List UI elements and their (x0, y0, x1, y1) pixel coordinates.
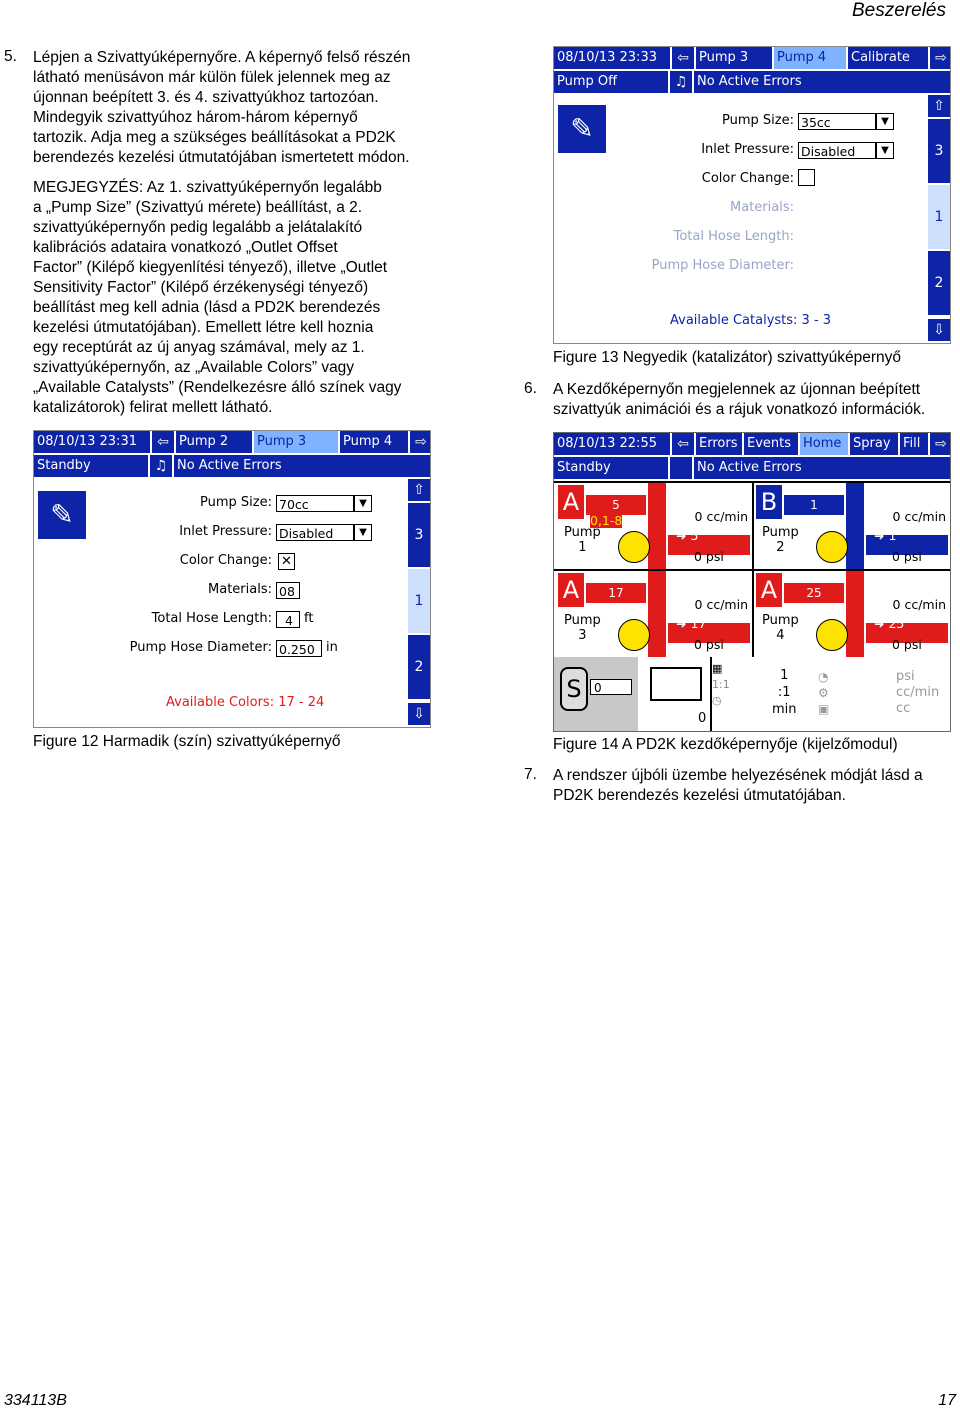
side-tab-2[interactable]: 2 (928, 251, 950, 315)
pump-label: Pump 3 (564, 613, 601, 643)
arrow-left-icon[interactable]: ⇦ (672, 433, 694, 455)
flow-rate: 0 cc/min (694, 509, 748, 524)
inlet-pressure-label: Inlet Pressure: (179, 524, 272, 539)
materials-label: Materials: (730, 200, 794, 215)
side-tab-3[interactable]: 3 (408, 503, 430, 567)
time-display: 08/10/13 23:33 (554, 47, 670, 69)
pump-status-light (618, 531, 650, 563)
note-text: MEGJEGYZÉS: Az 1. szivattyúképernyőn legalább a „Pump Size” (Szivattyú mérete) beállítást, a 2. szivattyúképernyőn pedig legalább a jelátalakító kalibrációs adataira vonatkozó „Outlet Offset Factor” (Kilépő kiegyenlítési tényező), illetve „Outlet Sensitivity Factor” (Kilépő érzékenységi tényező) beállítást meg kell adnia (lásd a PD2K berendezés kezelési útmutatójában). Emellett létre kell hoznia egy receptúrát az új anyag számával, mely az 1. szivattyúképernyőn, az „Available Colors” vagy „Available Catalysts” (Rendelkezésre álló színek vagy katalizátorok) felirat mellett látható. (33, 179, 402, 416)
step-number: 7. (524, 766, 537, 783)
chevron-down-icon[interactable]: ▼ (354, 495, 372, 512)
alarm-bell-icon: ♫ (670, 71, 692, 93)
tab-fill[interactable]: Fill (900, 433, 928, 455)
flow-arrow-value: ➜ 25 (874, 616, 905, 631)
pump-panel[interactable] (556, 483, 752, 569)
arrow-right-icon[interactable]: ⇨ (930, 433, 951, 455)
mixer-icon: ▦ (712, 662, 723, 675)
edit-icon[interactable]: ✎ (38, 491, 86, 539)
available-catalysts: Available Catalysts: 3 - 3 (670, 313, 832, 328)
hose-length-label: Total Hose Length: (673, 229, 794, 244)
inlet-pressure-label: Inlet Pressure: (701, 142, 794, 157)
solvent-tank-icon: S (560, 667, 588, 711)
mode-status: Standby (34, 455, 148, 477)
time-display: 08/10/13 23:31 (34, 431, 150, 453)
panel-divider (752, 569, 951, 571)
scroll-up-icon[interactable]: ⇧ (408, 479, 430, 501)
material-letter: A (558, 573, 584, 607)
gear-icon: ⚙ (818, 686, 829, 700)
unit-labels: psi cc/min cc (896, 669, 940, 716)
page-number: 17 (938, 1392, 956, 1409)
pump-size-label: Pump Size: (200, 495, 272, 510)
status-spacer (670, 457, 692, 479)
fig14-caption: Figure 14 A PD2K kezdőképernyője (kijelzőmodul) (553, 736, 898, 753)
pipe-vertical (846, 571, 864, 657)
arrow-left-icon[interactable]: ⇦ (152, 431, 174, 453)
pipe-vertical (648, 483, 666, 569)
gun-icon (650, 667, 702, 701)
material-number: 17 (586, 583, 646, 603)
material-letter: A (558, 485, 584, 519)
solvent-value: 0 (590, 679, 632, 695)
step7-text: A rendszer újbóli üzembe helyezésének módját lásd a PD2K berendezés kezelési útmutatójában. (553, 767, 923, 804)
tab-pump4[interactable]: Pump 4 (340, 431, 408, 453)
tab-calibrate[interactable]: Calibrate (848, 47, 928, 69)
tab-pump2[interactable]: Pump 2 (176, 431, 252, 453)
scroll-down-icon[interactable]: ⇩ (928, 319, 950, 341)
step-number: 5. (4, 48, 17, 65)
pipe-vertical (648, 571, 666, 657)
color-change-checkbox[interactable] (798, 169, 815, 186)
hose-length-label: Total Hose Length: (151, 611, 272, 626)
fig13-screen (553, 46, 951, 344)
time-display: 08/10/13 22:55 (554, 433, 670, 455)
pump-status-light (618, 619, 650, 651)
tab-events[interactable]: Events (744, 433, 798, 455)
edit-icon[interactable]: ✎ (558, 105, 606, 153)
pipe-vertical (846, 483, 864, 569)
fig12-screen (33, 430, 431, 728)
tab-errors[interactable]: Errors (696, 433, 742, 455)
pressure-value: 0 psi (694, 549, 724, 564)
scroll-down-icon[interactable]: ⇩ (408, 703, 430, 725)
hose-length-unit: ft (304, 611, 314, 626)
color-change-label: Color Change: (701, 171, 794, 186)
doc-number: 334113B (4, 1392, 67, 1409)
step-number: 6. (524, 380, 537, 397)
ratio-display: 1 :1 min (772, 668, 797, 717)
tab-pump4[interactable]: Pump 4 (774, 47, 846, 69)
flow-arrow-value: ➜ 17 (676, 616, 707, 631)
hose-diameter-label: Pump Hose Diameter: (651, 258, 794, 273)
note-label: MEGJEGYZÉS: (33, 179, 144, 196)
arrow-right-icon: ➜ (874, 528, 885, 543)
pump-label: Pump 2 (762, 525, 799, 555)
timer-icon: ◷ (712, 694, 722, 707)
side-tab-1[interactable]: 1 (928, 185, 950, 249)
inlet-pressure-field[interactable]: Disabled (798, 142, 876, 159)
side-tab-3[interactable]: 3 (928, 119, 950, 183)
step6-text: A Kezdőképernyőn megjelennek az újonnan beépített szivattyúk animációi és a rájuk vonatkozó információk. (553, 381, 926, 418)
fig12-caption: Figure 12 Harmadik (szín) szivattyúképernyő (33, 733, 341, 750)
arrow-right-icon[interactable]: ⇨ (930, 47, 951, 69)
flow-arrow-value: ➜ 1 (874, 528, 897, 543)
pump-label: Pump 4 (762, 613, 799, 643)
chevron-down-icon[interactable]: ▼ (354, 524, 372, 541)
pump-status-light (816, 531, 848, 563)
section-title: Beszerelés (852, 0, 946, 21)
pressure-value: 0 psi (892, 549, 922, 564)
gun-panel (640, 657, 712, 731)
material-range: 0,1-8 (590, 513, 623, 528)
pump-panel[interactable] (754, 571, 950, 657)
fig13-caption: Figure 13 Negyedik (katalizátor) szivattyúképernyő (553, 349, 902, 366)
tab-home[interactable]: Home (800, 433, 848, 455)
clock-icon: ◔ (818, 670, 829, 684)
available-colors: Available Colors: 17 - 24 (166, 695, 325, 710)
color-change-checkbox[interactable]: ✕ (278, 553, 295, 570)
alarm-bell-icon: ♫ (150, 455, 172, 477)
tab-pump3[interactable]: Pump 3 (254, 431, 338, 453)
hose-diameter-unit: in (326, 640, 338, 655)
solvent-panel[interactable] (554, 657, 638, 731)
pump-label: Pump 1 (564, 525, 601, 555)
gun-value: 0 (698, 711, 707, 726)
fig14-screen (553, 432, 951, 732)
panel-divider (554, 481, 754, 483)
gauge-icon: ▣ (818, 702, 830, 716)
tab-spray[interactable]: Spray (850, 433, 898, 455)
error-status: No Active Errors (174, 455, 431, 477)
ratio-small-label: 1:1 (712, 678, 730, 691)
materials-label: Materials: (208, 582, 272, 597)
flow-rate: 0 cc/min (694, 597, 748, 612)
side-tab-1[interactable]: 1 (408, 569, 430, 633)
pump-size-field[interactable]: 35cc (798, 113, 876, 130)
tab-pump3[interactable]: Pump 3 (696, 47, 772, 69)
materials-field[interactable]: 08 (276, 582, 300, 599)
inlet-pressure-field[interactable]: Disabled (276, 524, 354, 541)
material-number: 25 (784, 583, 844, 603)
pump-status-light (816, 619, 848, 651)
panel-divider (554, 569, 754, 571)
side-tab-2[interactable]: 2 (408, 635, 430, 699)
hose-diameter-label: Pump Hose Diameter: (129, 640, 272, 655)
pressure-value: 0 psi (892, 637, 922, 652)
scroll-up-icon[interactable]: ⇧ (928, 95, 950, 117)
arrow-right-icon: ➜ (874, 616, 885, 631)
color-change-label: Color Change: (179, 553, 272, 568)
pump-panel[interactable] (556, 571, 752, 657)
arrow-right-icon[interactable]: ⇨ (410, 431, 431, 453)
step5-text: Lépjen a Szivattyúképernyőre. A képernyő felső részén látható menüsávon már külön fülek jelennek meg az újonnan beépített 3. és 4. szivattyúkhoz tartozóan. Mindegyik szivattyúhoz három-három képernyő tartozik. Adja meg a szükséges beállításokat a PD2K berendezés kezelési útmutatójában ismertetett módon. (33, 49, 411, 166)
error-status: No Active Errors (694, 71, 951, 93)
hose-diameter-field[interactable]: 0.250 (276, 640, 322, 657)
pump-size-field[interactable]: 70cc (276, 495, 354, 512)
pot-life-icons (818, 669, 829, 717)
pump-size-label: Pump Size: (722, 113, 794, 128)
hose-length-field[interactable]: 4 (276, 611, 300, 628)
arrow-right-icon: ➜ (676, 528, 687, 543)
pressure-value: 0 psi (694, 637, 724, 652)
flow-rate: 0 cc/min (892, 597, 946, 612)
material-number: 1 (784, 495, 844, 515)
material-letter: A (756, 573, 782, 607)
flow-arrow-value: ➜ 5 (676, 528, 699, 543)
panel-divider (752, 481, 951, 483)
mode-status: Pump Off (554, 71, 668, 93)
panel-divider (752, 481, 754, 657)
chevron-down-icon[interactable]: ▼ (876, 113, 894, 130)
arrow-right-icon: ➜ (676, 616, 687, 631)
mode-status: Standby (554, 457, 668, 479)
chevron-down-icon[interactable]: ▼ (876, 142, 894, 159)
flow-rate: 0 cc/min (892, 509, 946, 524)
pump-panel[interactable] (754, 483, 950, 569)
material-number: 5 (586, 495, 646, 515)
error-status: No Active Errors (694, 457, 951, 479)
status-icons (712, 661, 736, 709)
arrow-left-icon[interactable]: ⇦ (672, 47, 694, 69)
material-letter: B (756, 485, 782, 519)
